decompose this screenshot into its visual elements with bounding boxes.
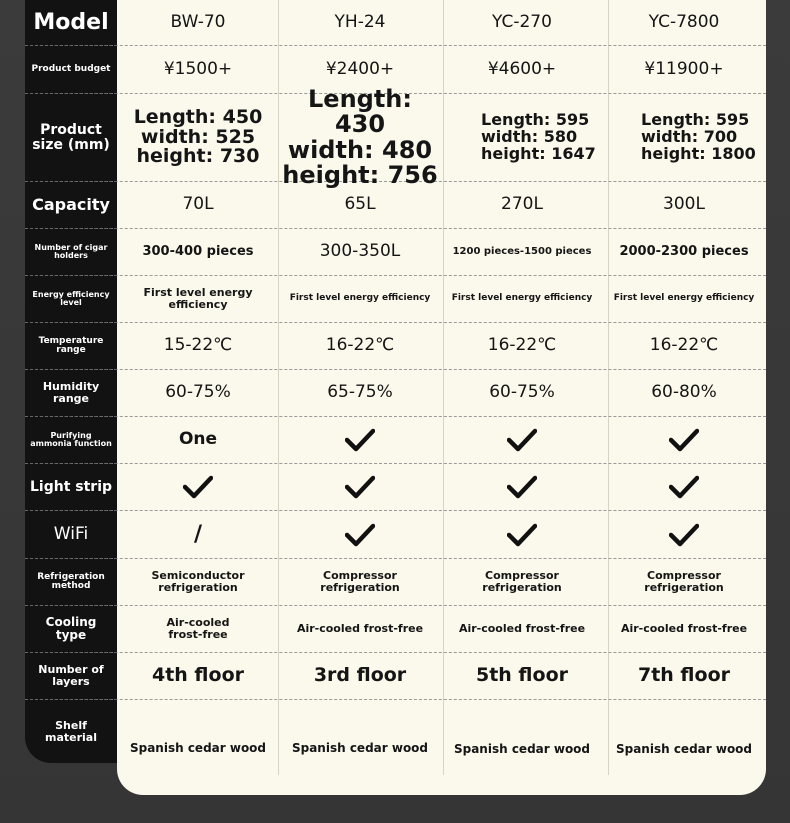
table-cell: 60-75% — [165, 382, 231, 403]
table-cell — [603, 464, 765, 510]
table-cell: ¥2400+ — [325, 58, 395, 79]
table-cell: 4th floor — [151, 664, 244, 687]
table-cell: 2000-2300 pieces — [619, 244, 749, 260]
table-cell: ¥1500+ — [163, 58, 233, 79]
table-cell: ¥4600+ — [487, 58, 557, 79]
table-cell: 16-22℃ — [487, 335, 557, 356]
table-row-size — [25, 85, 766, 189]
table-cell: Spanish cedar wood — [129, 741, 267, 756]
checkmark-icon — [669, 475, 699, 499]
size-height: height: 756 — [282, 160, 438, 189]
table-cell: 3rd floor — [313, 664, 407, 687]
checkmark-icon — [183, 475, 213, 499]
size-width: width: 525 — [140, 125, 256, 148]
row-label: Capacity — [32, 194, 110, 214]
row-label: Purifying ammonia function — [30, 430, 112, 448]
size-cell — [117, 94, 279, 181]
model-name: YC-7800 — [648, 11, 720, 32]
table-cell: First level energy efficiency — [289, 293, 431, 304]
checkmark-icon — [669, 523, 699, 547]
size-length: Length: 595 — [641, 110, 750, 130]
table-cell: 16-22℃ — [649, 335, 719, 356]
table-cell: Spanish cedar wood — [453, 742, 591, 757]
table-row-capacity — [25, 182, 766, 228]
model-name: YC-270 — [492, 11, 552, 32]
table-cell: Spanish cedar wood — [615, 742, 753, 757]
table-row-energy — [25, 276, 766, 322]
table-cell: ¥11900+ — [644, 58, 724, 79]
checkmark-icon — [507, 523, 537, 547]
row-label: Temperature range — [38, 335, 104, 355]
row-label: Light strip — [29, 478, 113, 495]
model-name: BW-70 — [170, 11, 226, 32]
table-cell: Semiconductor refrigeration — [151, 569, 245, 594]
table-cell: Air-cooled frost-free — [620, 622, 748, 636]
table-cell — [279, 464, 441, 510]
table-row-wifi — [25, 511, 766, 558]
table-cell — [117, 464, 279, 510]
size-height: height: 1800 — [641, 143, 756, 163]
table-row-cooling — [25, 606, 766, 652]
row-label: Shelf material — [45, 718, 97, 744]
table-cell: 60-75% — [489, 382, 555, 403]
table-cell: Compressor refrigeration — [320, 569, 400, 594]
table-cell — [603, 511, 765, 558]
checkmark-icon — [507, 428, 537, 452]
row-label: Number of cigar holders — [34, 242, 108, 260]
row-label: Refrigeration method — [37, 571, 105, 591]
table-cell: 65L — [344, 194, 376, 215]
size-width: width: 480 — [287, 135, 433, 164]
table-cell: Compressor refrigeration — [482, 569, 562, 594]
table-cell — [441, 511, 603, 558]
table-cell: 300-400 pieces — [142, 244, 254, 260]
table-cell: Air-cooled frost-free — [458, 622, 586, 636]
table-cell — [441, 417, 603, 463]
table-cell: One — [178, 429, 218, 450]
table-row-humidity — [25, 370, 766, 416]
checkmark-icon — [345, 428, 375, 452]
table-cell: First level energy efficiency — [613, 293, 755, 304]
table-cell: 70L — [182, 194, 214, 215]
checkmark-icon — [507, 475, 537, 499]
row-label: Product size (mm) — [32, 121, 110, 153]
table-cell: Air-cooled frost-free — [296, 622, 424, 636]
table-row-purifying — [25, 417, 766, 463]
table-cell: 65-75% — [327, 382, 393, 403]
checkmark-icon — [669, 428, 699, 452]
table-cell: 16-22℃ — [325, 335, 395, 356]
table-cell: 60-80% — [651, 382, 717, 403]
size-cell — [603, 94, 765, 181]
size-width: width: 700 — [641, 127, 738, 147]
table-cell — [279, 511, 441, 558]
row-label: WiFi — [53, 523, 89, 544]
table-row-layers — [25, 653, 766, 699]
table-row-shelf — [25, 700, 766, 763]
table-cell: 5th floor — [475, 664, 568, 687]
size-length: Length: 450 — [133, 105, 263, 128]
size-length: Length: 595 — [481, 110, 590, 130]
row-label: Cooling type — [45, 615, 97, 642]
table-cell: / — [193, 521, 203, 547]
table-cell: Compressor refrigeration — [644, 569, 724, 594]
table-cell — [441, 464, 603, 510]
checkmark-icon — [345, 475, 375, 499]
size-height: height: 1647 — [481, 143, 596, 163]
table-row-cigar-holders — [25, 229, 766, 275]
row-label: Model — [33, 9, 109, 35]
table-cell: 15-22℃ — [163, 335, 233, 356]
table-row-light-strip — [25, 464, 766, 510]
table-cell — [279, 417, 441, 463]
table-row-model — [25, 0, 766, 45]
table-cell: 300L — [663, 194, 705, 215]
table-cell: Air-cooled frost-free — [166, 616, 230, 641]
table-cell: First level energy efficiency — [143, 286, 253, 311]
table-row-refrigeration — [25, 559, 766, 605]
row-label: Number of layers — [38, 663, 104, 688]
size-cell — [279, 85, 441, 189]
table-cell: First level energy efficiency — [451, 293, 593, 304]
row-label: Energy efficiency level — [32, 289, 110, 307]
row-label: Humidity range — [42, 380, 100, 405]
model-name: YH-24 — [334, 11, 386, 32]
size-width: width: 580 — [481, 127, 578, 147]
table-cell: Spanish cedar wood — [291, 741, 429, 756]
table-cell: 270L — [501, 194, 543, 215]
table-cell — [603, 417, 765, 463]
table-row-temperature — [25, 323, 766, 369]
checkmark-icon — [345, 523, 375, 547]
table-cell: 300-350L — [319, 241, 401, 262]
table-cell: 1200 pieces-1500 pieces — [452, 245, 592, 257]
size-height: height: 730 — [136, 145, 260, 168]
row-label: Product budget — [31, 63, 111, 74]
size-cell — [441, 94, 603, 181]
table-cell: 7th floor — [637, 664, 730, 687]
size-length: Length: 430 — [308, 85, 412, 139]
